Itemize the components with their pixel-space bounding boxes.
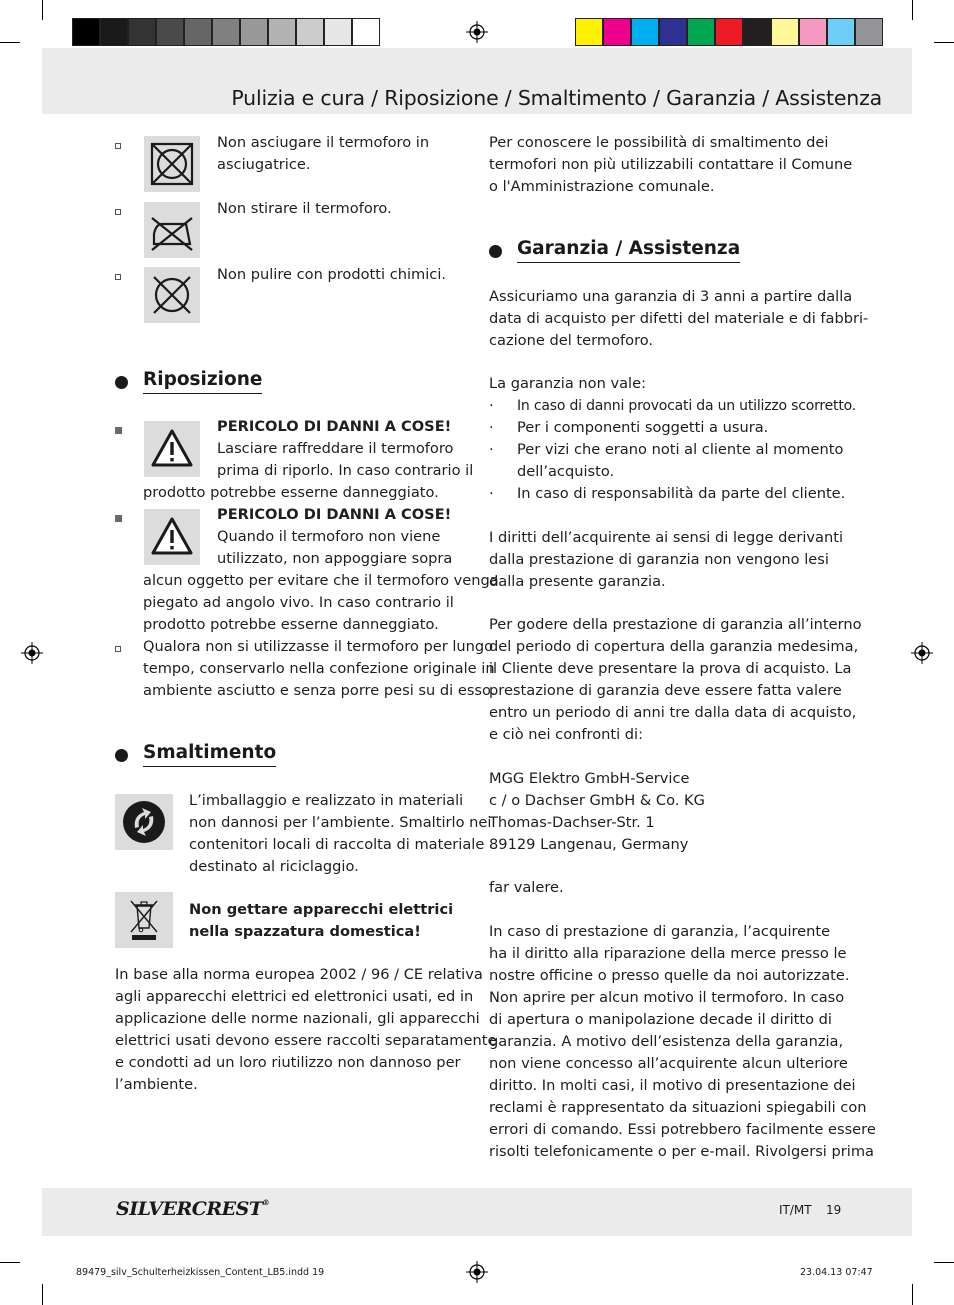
rights-text-line: dalla presente garanzia. xyxy=(489,573,666,590)
color-swatch xyxy=(72,18,100,46)
address-line: c / o Dachser GmbH & Co. KG xyxy=(489,792,705,809)
warning-text-line: Quando il termoforo non viene xyxy=(217,528,441,545)
warning-symbol-box xyxy=(144,509,200,565)
list-item: In caso di danni provocati da un utilizzo scorretto. xyxy=(517,398,857,414)
weee-warning-line: Non gettare apparecchi elettrici xyxy=(189,901,454,918)
color-swatch xyxy=(827,18,855,46)
registration-mark-icon xyxy=(466,1261,488,1283)
square-bullet xyxy=(115,515,122,522)
color-swatch xyxy=(100,18,128,46)
weee-warning-line: nella spazzatura domestica! xyxy=(189,923,421,940)
list-item: Per vizi che erano noti al cliente al momento xyxy=(517,441,844,458)
crop-mark xyxy=(934,42,954,43)
warranty-intro-line: Assicuriamo una garanzia di 3 anni a partire dalla xyxy=(489,288,853,305)
section-bullet-icon xyxy=(115,749,128,762)
crop-mark xyxy=(934,1262,954,1263)
registration-mark-icon xyxy=(466,21,488,43)
section-bullet-icon xyxy=(115,376,128,389)
warning-text-line: Lasciare raffreddare il termoforo xyxy=(217,440,454,457)
page-title: Pulizia e cura / Riposizione / Smaltimento / Garanzia / Assistenza xyxy=(231,86,882,110)
square-bullet xyxy=(115,427,122,434)
color-swatch-bar xyxy=(575,18,883,46)
list-bullet: · xyxy=(489,419,494,436)
file-name-slug: 89479_silv_Schulterheizkissen_Content_LB5.indd 19 xyxy=(76,1267,325,1278)
section-heading-garanzia: Garanzia / Assistenza xyxy=(517,238,740,263)
color-swatch xyxy=(603,18,631,46)
color-swatch xyxy=(184,18,212,46)
color-swatch xyxy=(743,18,771,46)
color-swatch xyxy=(659,18,687,46)
silvercrest-logo xyxy=(116,1198,269,1220)
recycling-symbol-box xyxy=(115,794,173,850)
color-swatch xyxy=(799,18,827,46)
section-bullet-icon xyxy=(489,245,502,258)
no-ironing-icon xyxy=(144,202,200,258)
repair-text-line: In caso di prestazione di garanzia, l’acquirente xyxy=(489,923,831,940)
list-item: In caso di responsabilità da parte del cliente. xyxy=(517,485,846,502)
warning-text-line: utilizzato, non appoggiare sopra xyxy=(217,550,453,567)
checkbox-bullet xyxy=(115,274,121,280)
municipal-text-line: termofori non più utilizzabili contattare il Comune xyxy=(489,156,853,173)
municipal-text-line: Per conoscere le possibilità di smaltimento dei xyxy=(489,134,829,151)
packaging-text-line: destinato al riciclaggio. xyxy=(189,858,359,875)
page-number: 19 xyxy=(826,1203,842,1217)
brand-name: SILVERCREST xyxy=(116,1198,263,1220)
directive-text-line: l’ambiente. xyxy=(115,1076,198,1093)
registered-mark: ® xyxy=(262,1198,269,1207)
packaging-text-line: non dannosi per l’ambiente. Smaltirlo nei xyxy=(189,814,492,831)
repair-text-line: Non aprire per alcun motivo il termoforo. In caso xyxy=(489,989,845,1006)
care-item-text: Non asciugare il termoforo in asciugatrice. xyxy=(217,134,430,173)
care-item-text: Non stirare il termoforo. xyxy=(217,200,392,217)
note-text-line: tempo, conservarlo nella confezione originale in xyxy=(143,660,495,677)
color-swatch xyxy=(212,18,240,46)
color-swatch xyxy=(715,18,743,46)
warning-text-line: prodotto potrebbe esserne danneggiato. xyxy=(143,616,439,633)
warning-text-line: prima di riporlo. In caso contrario il xyxy=(217,462,474,479)
claim-text-line: e ciò nei confronti di: xyxy=(489,726,644,743)
repair-text-line: diritto. In molti casi, il motivo di presentazione dei xyxy=(489,1077,856,1094)
list-item: Per i componenti soggetti a usura. xyxy=(517,419,769,436)
care-symbol-box xyxy=(144,267,200,323)
color-swatch xyxy=(575,18,603,46)
language-code: IT/MT xyxy=(779,1203,812,1217)
color-swatch xyxy=(296,18,324,46)
directive-text-line: agli apparecchi elettrici ed elettronici usati, ed in xyxy=(115,988,474,1005)
rights-text-line: I diritti dell’acquirente ai sensi di legge derivanti xyxy=(489,529,844,546)
color-swatch xyxy=(268,18,296,46)
repair-text-line: garanzia. A motivo dell’esistenza della garanzia, xyxy=(489,1033,844,1050)
crop-mark xyxy=(0,1262,20,1263)
rights-text-line: dalla prestazione di garanzia non vengono lesi xyxy=(489,551,829,568)
repair-text-line: ha il diritto alla riparazione della merce presso le xyxy=(489,945,847,962)
repair-text-line: di apertura o manipolazione decade il diritto di xyxy=(489,1011,832,1028)
note-text-line: Qualora non si utilizzasse il termoforo per lungo xyxy=(143,638,494,655)
not-valid-label: La garanzia non vale: xyxy=(489,375,647,392)
crop-mark xyxy=(912,0,913,20)
care-symbol-box xyxy=(144,136,200,192)
care-symbol-box xyxy=(144,202,200,258)
crossed-bin-icon xyxy=(115,892,173,948)
address-line: 89129 Langenau, Germany xyxy=(489,836,689,853)
color-swatch xyxy=(687,18,715,46)
warning-title: PERICOLO DI DANNI A COSE! xyxy=(217,506,452,523)
warning-text-line: piegato ad angolo vivo. In caso contrario il xyxy=(143,594,454,611)
note-text-line: ambiente asciutto e senza porre pesi su di esso. xyxy=(143,682,496,699)
no-tumble-dry-icon xyxy=(144,136,200,192)
registration-mark-icon xyxy=(911,642,933,664)
repair-text-line: non viene concesso all’acquirente alcun ulteriore xyxy=(489,1055,848,1072)
print-date-slug: 23.04.13 07:47 xyxy=(800,1267,873,1278)
color-swatch xyxy=(128,18,156,46)
crop-mark xyxy=(0,42,20,43)
claim-text-line: il Cliente deve presentare la prova di acquisto. La xyxy=(489,660,852,677)
list-bullet: · xyxy=(489,485,494,502)
color-swatch xyxy=(631,18,659,46)
gray-swatch-bar xyxy=(72,18,380,46)
directive-text-line: elettrici usati devono essere raccolti separatamente xyxy=(115,1032,497,1049)
green-dot-recycling-icon xyxy=(115,794,173,850)
color-swatch xyxy=(771,18,799,46)
color-swatch xyxy=(855,18,883,46)
warning-title: PERICOLO DI DANNI A COSE! xyxy=(217,418,452,435)
repair-text-line: nostre officine o presso quelle da noi autorizzate. xyxy=(489,967,850,984)
directive-text-line: applicazione delle norme nazionali, gli apparecchi xyxy=(115,1010,480,1027)
packaging-text-line: L’imballaggio e realizzato in materiali xyxy=(189,792,464,809)
claim-text-line: prestazione di garanzia deve essere fatta valere xyxy=(489,682,842,699)
checkbox-bullet xyxy=(115,143,121,149)
list-bullet: · xyxy=(489,397,494,414)
weee-symbol-box xyxy=(115,892,173,948)
address-line: Thomas-Dachser-Str. 1 xyxy=(489,814,655,831)
list-bullet: · xyxy=(489,441,494,458)
claim-text-line: entro un periodo di anni tre dalla data di acquisto, xyxy=(489,704,857,721)
crop-mark xyxy=(42,1284,43,1305)
color-swatch xyxy=(352,18,380,46)
color-swatch xyxy=(156,18,184,46)
warning-triangle-icon xyxy=(144,509,200,565)
municipal-text-line: o l'Amministrazione comunale. xyxy=(489,178,715,195)
directive-text-line: e condotti ad un loro riutilizzo non dannoso per xyxy=(115,1054,461,1071)
color-swatch xyxy=(324,18,352,46)
repair-text-line: reclami è rappresentato da situazioni spiegabili con xyxy=(489,1099,867,1116)
crop-mark xyxy=(912,1284,913,1305)
care-item-text: Non pulire con prodotti chimici. xyxy=(217,266,447,283)
directive-text-line: In base alla norma europea 2002 / 96 / CE relativa xyxy=(115,966,483,983)
warning-text-line: prodotto potrebbe esserne danneggiato. xyxy=(143,484,439,501)
claim-text-line: Per godere della prestazione di garanzia all’interno xyxy=(489,616,862,633)
claim-text-line: del periodo di copertura della garanzia medesima, xyxy=(489,638,859,655)
list-item: dell’acquisto. xyxy=(517,463,615,480)
warranty-intro-line: cazione del termoforo. xyxy=(489,332,654,349)
section-heading-smaltimento: Smaltimento xyxy=(143,742,276,767)
crop-mark xyxy=(42,0,43,20)
checkbox-bullet xyxy=(115,209,121,215)
checkbox-bullet xyxy=(115,646,121,652)
no-chemical-cleaning-icon xyxy=(144,267,200,323)
repair-text-line: risolti telefonicamente o per e-mail. Rivolgersi prima xyxy=(489,1143,874,1160)
address-line: MGG Elektro GmbH-Service xyxy=(489,770,690,787)
warning-triangle-icon xyxy=(144,421,200,477)
color-swatch xyxy=(240,18,268,46)
warning-symbol-box xyxy=(144,421,200,477)
repair-text-line: errori di comando. Essi potrebbero facilmente essere xyxy=(489,1121,876,1138)
warning-text-line: alcun oggetto per evitare che il termoforo venga xyxy=(143,572,499,589)
registration-mark-icon xyxy=(21,642,43,664)
packaging-text-line: contenitori locali di raccolta di materiale xyxy=(189,836,485,853)
section-heading-riposizione: Riposizione xyxy=(143,369,262,394)
far-valere-text: far valere. xyxy=(489,879,564,896)
warranty-intro-line: data di acquisto per difetti del materiale e di fabbri- xyxy=(489,310,869,327)
